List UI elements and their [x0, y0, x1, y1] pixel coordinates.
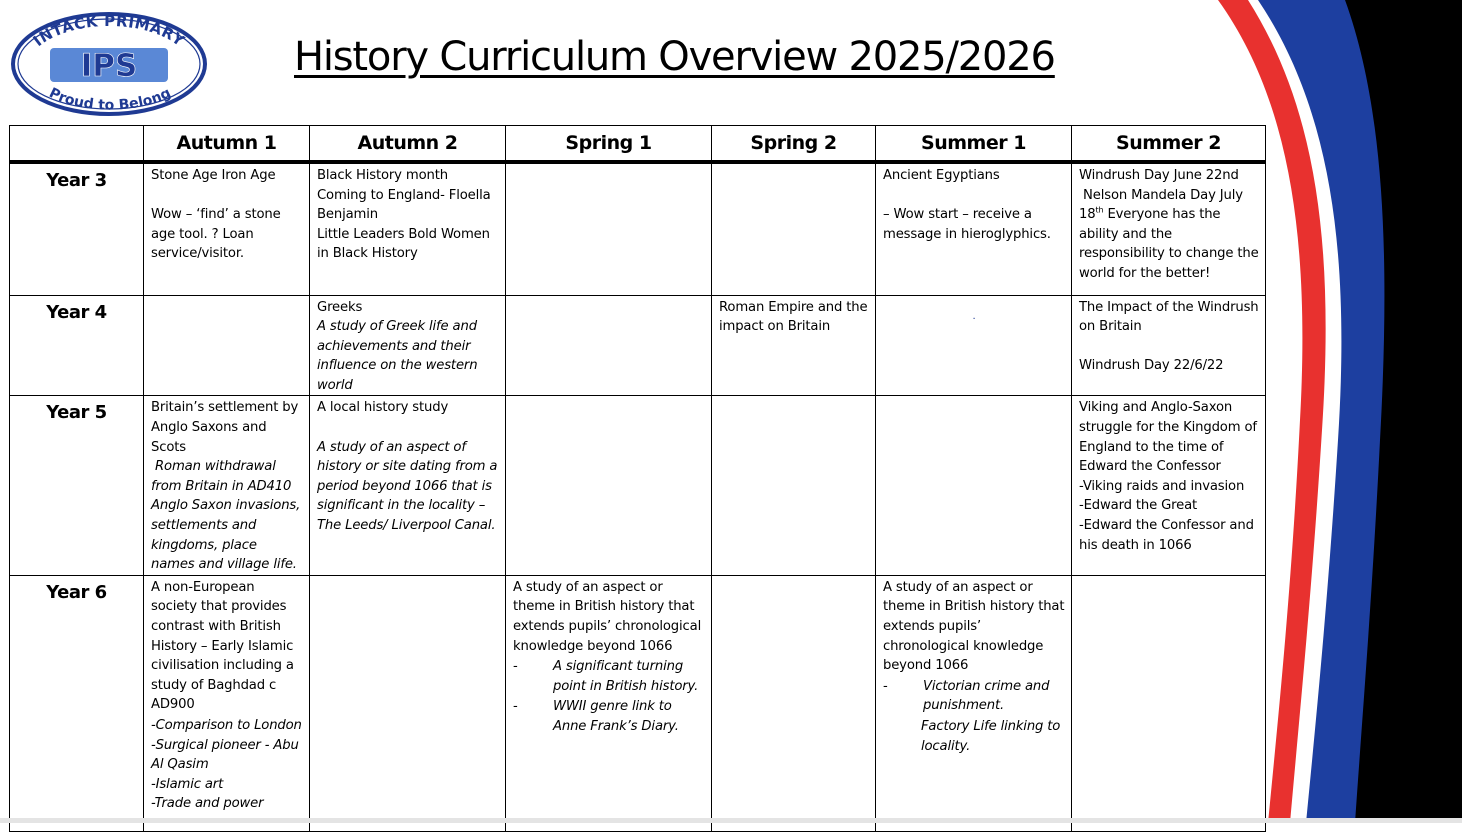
list-item: - Victorian crime and punishment. [883, 678, 1050, 714]
logo-arc-top-text: INTACK PRIMARY [29, 11, 189, 51]
cell-year3-autumn1: Stone Age Iron Age Wow – ‘find’ a stone age tool. ? Loan service/visitor. [144, 162, 310, 295]
header-autumn-2: Autumn 2 [310, 126, 506, 163]
cell-year5-autumn2: A local history study A study of an aspect of history or site dating from a period beyond 1066 that is significant in the locality – The Leeds/ Liverpool Canal. [310, 396, 506, 575]
cell-year3-spring2 [712, 162, 876, 295]
cell-year4-spring2: Roman Empire and the impact on Britain [712, 295, 876, 396]
cell-year4-summer1 [876, 295, 1072, 396]
table-row-year-6 [10, 575, 1266, 831]
list-item: - A significant turning point in British history. [513, 659, 699, 694]
curriculum-table [9, 125, 1266, 832]
cell-year4-spring1 [506, 295, 712, 396]
page-title: History Curriculum Overview 2025/2026 [294, 34, 1055, 80]
header-summer-1: Summer 1 [876, 126, 1072, 163]
header-summer-2: Summer 2 [1072, 126, 1266, 163]
cell-year6-autumn1: A non-European society that provides contrast with British History – Early Islamic civilisation including a study of Baghdad c AD900 -Comparison to London -Surgical pioneer - Abu Al Qasim -Islamic art -Trade and power [144, 575, 310, 831]
header-row [10, 126, 1266, 163]
cell-year5-spring2 [712, 396, 876, 575]
cell-year5-summer2: Viking and Anglo-Saxon struggle for the Kingdom of England to the time of Edward the Confessor -Viking raids and invasion -Edward the Great -Edward the Confessor and his death in 1066 [1072, 396, 1266, 575]
cell-year6-spring2 [712, 575, 876, 831]
logo-initials: IPS [80, 48, 138, 84]
school-logo [8, 8, 210, 118]
year-label: Year 5 [10, 396, 144, 575]
cell-year5-autumn1: Britain’s settlement by Anglo Saxons and Scots Roman withdrawal from Britain in AD410 Anglo Saxon invasions, settlements and kingdoms, place names and village life. [144, 396, 310, 575]
cell-year6-spring1: A study of an aspect or theme in British history that extends pupils’ chronological knowledge beyond 1066 - A significant turning point in British history. - WWII genre link to Anne Frank’s Diary. [506, 575, 712, 831]
cell-year3-summer2: Windrush Day June 22nd Nelson Mandela Day July 18th Everyone has the ability and the responsibility to change the world for the better! [1072, 162, 1266, 295]
cell-year3-autumn2: Black History month Coming to England- Floella Benjamin Little Leaders Bold Women in Black History [310, 162, 506, 295]
cell-year5-summer1 [876, 396, 1072, 575]
cell-year6-summer1: A study of an aspect or theme in British history that extends pupils’ chronological knowledge beyond 1066 - Victorian crime and punishment. Factory Life linking to locality. [876, 575, 1072, 831]
header-cell-corner [10, 126, 144, 163]
table-row-year-4 [10, 295, 1266, 396]
list-item: - WWII genre link to Anne Frank’s Diary. [513, 699, 679, 734]
cell-year4-autumn1 [144, 295, 310, 396]
slide-bottom-edge [0, 818, 1462, 823]
cell-year6-autumn2 [310, 575, 506, 831]
year-label: Year 6 [10, 575, 144, 831]
year-label: Year 3 [10, 162, 144, 295]
cell-year5-spring1 [506, 396, 712, 575]
header-autumn-1: Autumn 1 [144, 126, 310, 163]
stray-dot: . [972, 310, 976, 322]
logo-motto: Proud to Belong [46, 85, 174, 114]
cell-year4-summer2: The Impact of the Windrush on Britain Windrush Day 22/6/22 [1072, 295, 1266, 396]
cell-year4-autumn2: Greeks A study of Greek life and achievements and their influence on the western world [310, 295, 506, 396]
table-row-year-5 [10, 396, 1266, 575]
cell-year6-summer2 [1072, 575, 1266, 831]
cell-year3-spring1 [506, 162, 712, 295]
year-label: Year 4 [10, 295, 144, 396]
cell-year3-summer1: Ancient Egyptians – Wow start – receive a message in hieroglyphics. [876, 162, 1072, 295]
table-row-year-3 [10, 162, 1266, 295]
header-spring-2: Spring 2 [712, 126, 876, 163]
header-spring-1: Spring 1 [506, 126, 712, 163]
